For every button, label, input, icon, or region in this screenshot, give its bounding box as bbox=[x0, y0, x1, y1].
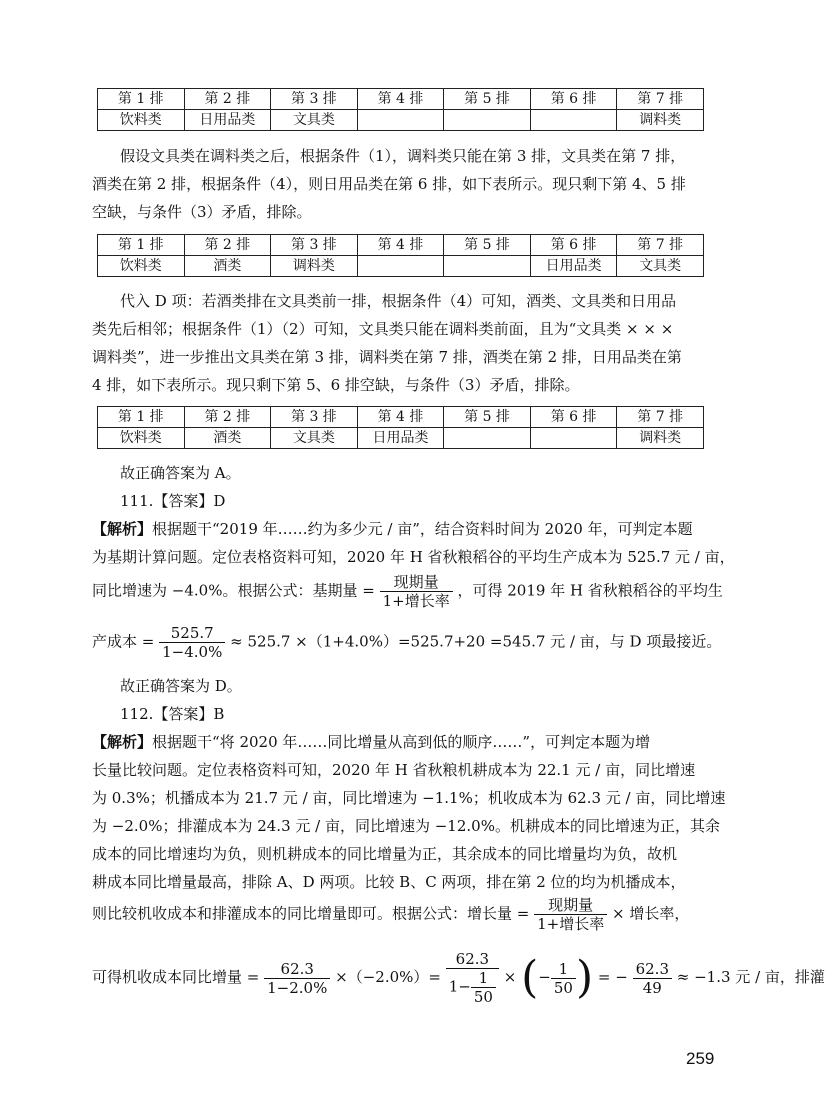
nested-fraction bbox=[471, 969, 496, 1006]
table-cell bbox=[530, 110, 617, 131]
paragraph-line: 假设文具类在调料类之后，根据条件（1），调料类只能在第 3 排，文具类在第 7 排， bbox=[120, 147, 686, 165]
table-row bbox=[98, 256, 704, 277]
paragraph-line: 为基期计算问题。定位表格资料可知，2020 年 H 省秋粮稻谷的平均生产成本为 525.7 元 / 亩， bbox=[92, 548, 735, 566]
formula-fraction bbox=[534, 896, 607, 933]
table-cell: 第 6 排 bbox=[530, 407, 617, 428]
table-cell: 第 6 排 bbox=[530, 89, 617, 110]
table-cell: 日用品类 bbox=[184, 110, 271, 131]
fraction-denominator: 1−2.0% bbox=[267, 978, 328, 997]
fraction-numerator: 现期量 bbox=[534, 896, 607, 915]
fraction-denominator: 50 bbox=[553, 978, 573, 997]
table-cell: 第 1 排 bbox=[98, 235, 185, 256]
answer-line: 故正确答案为 A。 bbox=[120, 464, 241, 482]
paragraph-line: 代入 D 项：若酒类排在文具类前一排，根据条件（4）可知，酒类、文具类和日用品 bbox=[120, 292, 677, 310]
table-cell bbox=[530, 428, 617, 449]
text: 同比增速为 −4.0%。根据公式：基期量 = bbox=[92, 581, 375, 600]
formula-fraction bbox=[264, 960, 330, 997]
text: 产成本 = bbox=[92, 632, 155, 651]
table-cell: 第 5 排 bbox=[444, 235, 531, 256]
fraction-numerator: 62.3 bbox=[264, 960, 330, 979]
text: = − bbox=[597, 968, 628, 986]
question-answer-label: 111.【答案】D bbox=[120, 492, 226, 510]
table-cell: 第 3 排 bbox=[271, 235, 358, 256]
table-cell: 第 7 排 bbox=[617, 235, 704, 256]
text: 1− bbox=[448, 977, 471, 996]
table-cell: 调料类 bbox=[617, 110, 704, 131]
analysis-label: 【解析】 bbox=[92, 520, 153, 538]
formula-fraction bbox=[551, 960, 576, 997]
fraction-denominator: 1+增长率 bbox=[537, 915, 605, 933]
table-cell bbox=[444, 256, 531, 277]
table-header-row bbox=[98, 407, 704, 428]
paragraph-line bbox=[92, 519, 693, 540]
table-row bbox=[98, 428, 704, 449]
paragraph-line: 为 0.3%；机播成本为 21.7 元 / 亩，同比增速为 −1.1%；机收成本为 62.3 元 / 亩，同比增速 bbox=[92, 789, 726, 807]
table-cell: 第 5 排 bbox=[444, 89, 531, 110]
table-cell: 饮料类 bbox=[98, 428, 185, 449]
table-cell: 饮料类 bbox=[98, 110, 185, 131]
paragraph-line: 酒类在第 2 排，根据条件（4），则日用品类在第 6 排，如下表所示。现只剩下第 4、5 排 bbox=[92, 175, 686, 193]
text: × 增长率， bbox=[612, 904, 690, 923]
table-header-row bbox=[98, 89, 704, 110]
table-cell: 第 7 排 bbox=[617, 89, 704, 110]
paragraph-line: 成本的同比增速均为负，则机耕成本的同比增量为正，其余成本的同比增量均为负，故机 bbox=[92, 845, 678, 863]
paragraph-line: 类先后相邻；根据条件（1）（2）可知，文具类只能在调料类前面，且为“文具类 × × × bbox=[92, 320, 674, 338]
paragraph-line bbox=[92, 624, 721, 661]
fraction-numerator: 525.7 bbox=[159, 624, 225, 643]
text: ，可得 2019 年 H 省秋粮稻谷的平均生 bbox=[457, 581, 723, 600]
fraction-numerator: 62.3 bbox=[446, 950, 499, 969]
table-header-row bbox=[98, 235, 704, 256]
paragraph-line bbox=[92, 950, 825, 1006]
minus-sign: − bbox=[538, 968, 551, 986]
formula-fraction bbox=[633, 960, 672, 997]
table-cell: 饮料类 bbox=[98, 256, 185, 277]
table-row bbox=[98, 110, 704, 131]
paragraph-line: 调料类”，进一步推出文具类在第 3 排，调料类在第 7 排，酒类在第 2 排，日用品类在第 bbox=[92, 348, 682, 366]
table-cell: 文具类 bbox=[271, 110, 358, 131]
table-cell: 调料类 bbox=[617, 428, 704, 449]
analysis-label: 【解析】 bbox=[92, 733, 153, 751]
text: 根据题干“2019 年……约为多少元 / 亩”，结合资料时间为 2020 年，可判定本题 bbox=[152, 520, 693, 538]
fraction-denominator bbox=[446, 969, 499, 1006]
fraction-denominator: 50 bbox=[473, 988, 493, 1006]
text: × bbox=[503, 968, 517, 986]
table-cell: 第 2 排 bbox=[184, 407, 271, 428]
fraction-numerator: 62.3 bbox=[633, 960, 672, 979]
paragraph-line bbox=[92, 732, 650, 753]
right-paren: ) bbox=[575, 952, 594, 1003]
table-cell bbox=[444, 110, 531, 131]
table-cell bbox=[357, 256, 444, 277]
paragraph-line: 长量比较问题。定位表格资料可知，2020 年 H 省秋粮机耕成本为 22.1 元 / 亩，同比增速 bbox=[92, 761, 696, 779]
fraction-denominator: 49 bbox=[642, 978, 662, 997]
table-cell bbox=[357, 110, 444, 131]
paragraph-line: 为 −2.0%；排灌成本为 24.3 元 / 亩，同比增速为 −12.0%。机耕成本的同比增速为正，其余 bbox=[92, 817, 720, 835]
table-cell: 第 1 排 bbox=[98, 89, 185, 110]
table-cell: 第 2 排 bbox=[184, 89, 271, 110]
table-cell: 日用品类 bbox=[530, 256, 617, 277]
arrangement-table-2 bbox=[97, 234, 704, 277]
text: ≈ −1.3 元 / 亩，排灌 bbox=[676, 968, 825, 986]
table-cell: 酒类 bbox=[184, 256, 271, 277]
text: ≈ 525.7 ×（1+4.0%）=525.7+20 =545.7 元 / 亩，与 D 项最接近。 bbox=[230, 632, 722, 651]
table-cell: 第 3 排 bbox=[271, 407, 358, 428]
table-cell: 第 4 排 bbox=[357, 235, 444, 256]
fraction-denominator: 1+增长率 bbox=[382, 592, 450, 610]
arrangement-table-1 bbox=[97, 88, 704, 131]
table-cell bbox=[444, 428, 531, 449]
text: ×（−2.0%）= bbox=[335, 968, 441, 986]
page-number: 259 bbox=[686, 1049, 715, 1068]
text: 则比较机收成本和排灌成本的同比增量即可。根据公式：增长量 = bbox=[92, 904, 530, 923]
table-cell: 文具类 bbox=[271, 428, 358, 449]
table-cell: 调料类 bbox=[271, 256, 358, 277]
fraction-numerator: 1 bbox=[551, 960, 576, 979]
table-cell: 酒类 bbox=[184, 428, 271, 449]
paragraph-line: 4 排，如下表所示。现只剩下第 5、6 排空缺，与条件（3）矛盾，排除。 bbox=[92, 376, 580, 394]
table-cell: 第 4 排 bbox=[357, 407, 444, 428]
fraction-numerator: 1 bbox=[471, 969, 496, 988]
arrangement-table-3 bbox=[97, 406, 704, 449]
formula-fraction bbox=[446, 950, 499, 1006]
text: 可得机收成本同比增量 = bbox=[92, 968, 260, 986]
table-cell: 日用品类 bbox=[357, 428, 444, 449]
table-cell: 第 6 排 bbox=[530, 235, 617, 256]
fraction-denominator: 1−4.0% bbox=[162, 643, 223, 661]
table-cell: 第 1 排 bbox=[98, 407, 185, 428]
fraction-numerator: 现期量 bbox=[380, 573, 453, 592]
table-cell: 第 7 排 bbox=[617, 407, 704, 428]
table-cell: 第 3 排 bbox=[271, 89, 358, 110]
left-paren: ( bbox=[521, 952, 539, 1003]
question-answer-label: 112.【答案】B bbox=[120, 705, 225, 723]
paragraph-line: 耕成本同比增量最高，排除 A、D 两项。比较 B、C 两项，排在第 2 位的均为机播成本， bbox=[92, 873, 686, 891]
table-cell: 文具类 bbox=[617, 256, 704, 277]
formula-fraction bbox=[159, 624, 225, 661]
table-cell: 第 2 排 bbox=[184, 235, 271, 256]
formula-fraction bbox=[380, 573, 453, 610]
paragraph-line bbox=[92, 573, 723, 610]
paragraph-line bbox=[92, 896, 689, 933]
paragraph-line: 空缺，与条件（3）矛盾，排除。 bbox=[92, 203, 312, 221]
table-cell: 第 5 排 bbox=[444, 407, 531, 428]
answer-line: 故正确答案为 D。 bbox=[120, 677, 242, 695]
text: 根据题干“将 2020 年……同比增量从高到低的顺序……”，可判定本题为增 bbox=[152, 733, 651, 751]
table-cell: 第 4 排 bbox=[357, 89, 444, 110]
